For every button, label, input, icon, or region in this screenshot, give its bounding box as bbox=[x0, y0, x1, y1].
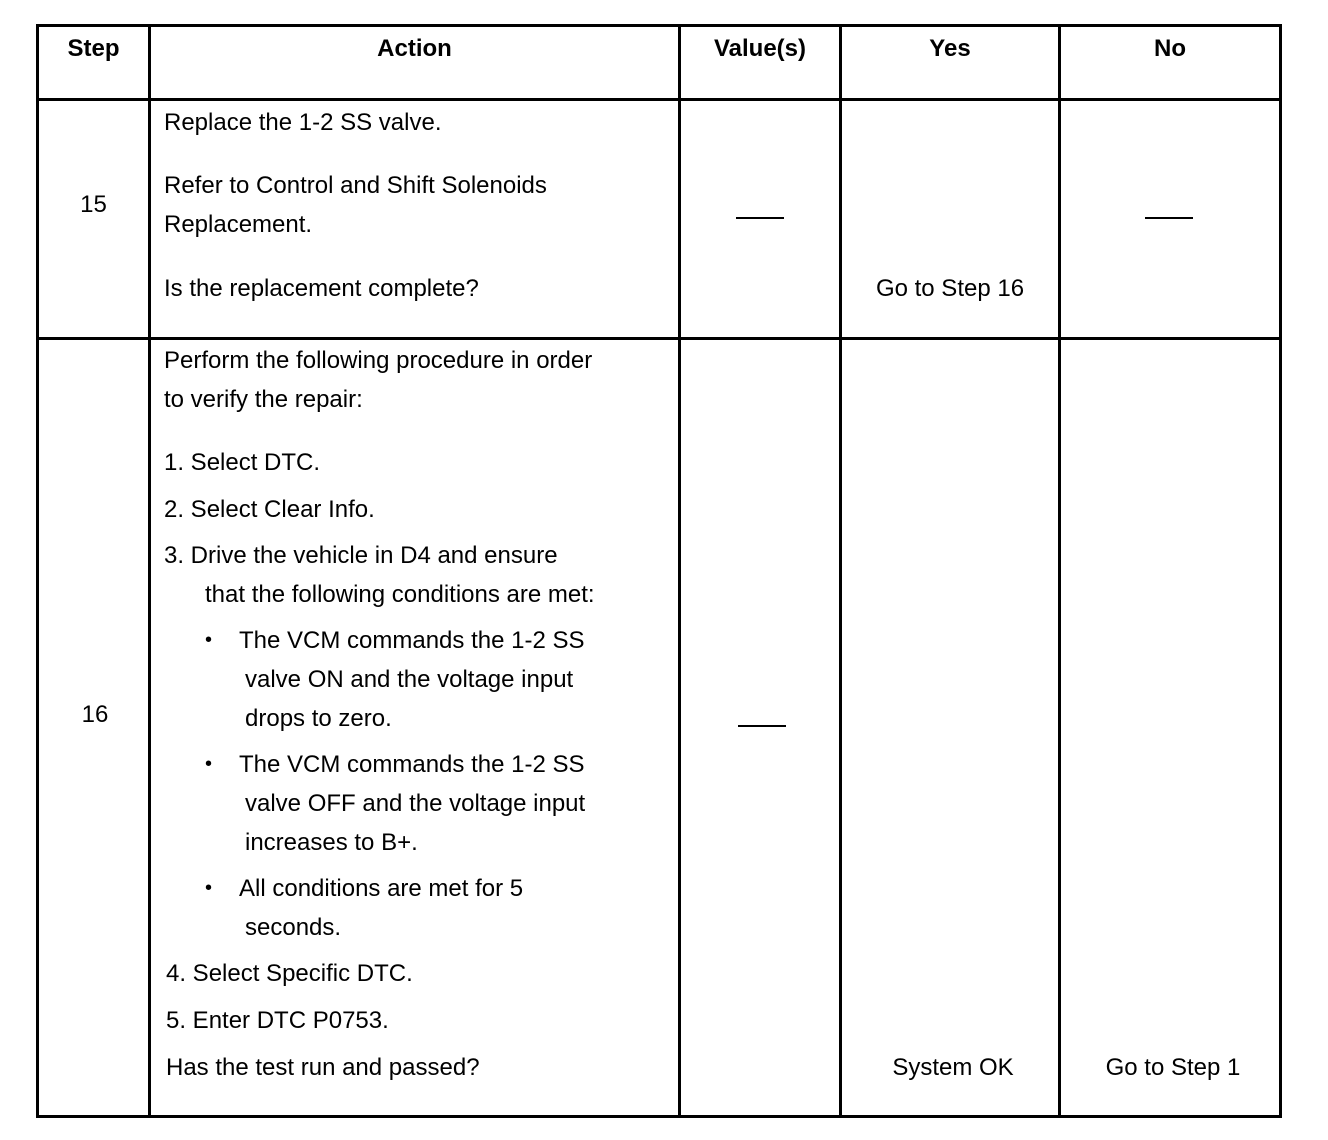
row16-condition: The VCM commands the 1-2 SS bbox=[239, 627, 585, 654]
row16-step-item: 3. Drive the vehicle in D4 and ensure bbox=[164, 542, 558, 569]
column-divider bbox=[839, 27, 842, 1115]
bullet-icon: • bbox=[205, 629, 213, 651]
row15-step: 15 bbox=[80, 191, 107, 218]
header-values: Value(s) bbox=[713, 35, 807, 62]
row16-condition: The VCM commands the 1-2 SS bbox=[239, 751, 585, 778]
row-divider bbox=[39, 98, 1279, 101]
row16-action-line: Perform the following procedure in order bbox=[164, 347, 593, 374]
row16-yes: System OK bbox=[892, 1054, 1014, 1081]
row16-question: Has the test run and passed? bbox=[166, 1054, 480, 1081]
row16-step-item: that the following conditions are met: bbox=[205, 581, 595, 608]
row15-yes: Go to Step 16 bbox=[875, 275, 1025, 302]
row15-action-line: Refer to Control and Shift Solenoids bbox=[164, 172, 547, 199]
diagnostic-table bbox=[36, 24, 1282, 1118]
row15-action-line: Replacement. bbox=[164, 211, 313, 238]
column-divider bbox=[678, 27, 681, 1115]
row15-action-line: Replace the 1-2 SS valve. bbox=[164, 109, 442, 136]
row16-condition: increases to B+. bbox=[245, 829, 418, 856]
row16-condition: All conditions are met for 5 bbox=[239, 875, 524, 902]
row16-step-item: 2. Select Clear Info. bbox=[164, 496, 375, 523]
bullet-icon: • bbox=[205, 877, 213, 899]
header-step: Step bbox=[67, 35, 120, 62]
row16-step-item: 5. Enter DTC P0753. bbox=[166, 1007, 389, 1034]
row-divider bbox=[39, 337, 1279, 340]
row16-condition: drops to zero. bbox=[245, 705, 392, 732]
row16-step: 16 bbox=[81, 701, 109, 728]
row15-no-dash bbox=[1145, 217, 1193, 219]
row16-no: Go to Step 1 bbox=[1105, 1054, 1241, 1081]
header-yes: Yes bbox=[929, 35, 971, 62]
row15-values-dash bbox=[736, 217, 784, 219]
row15-question: Is the replacement complete? bbox=[164, 275, 479, 302]
row16-step-item: 1. Select DTC. bbox=[164, 449, 321, 476]
column-divider bbox=[1058, 27, 1061, 1115]
column-divider bbox=[148, 27, 151, 1115]
header-no: No bbox=[1154, 35, 1186, 62]
row16-step-item: 4. Select Specific DTC. bbox=[166, 960, 413, 987]
row16-values-dash bbox=[738, 725, 786, 727]
header-action: Action bbox=[377, 35, 452, 62]
row16-condition: valve OFF and the voltage input bbox=[245, 790, 586, 817]
row16-condition: valve ON and the voltage input bbox=[245, 666, 574, 693]
row16-condition: seconds. bbox=[245, 914, 342, 941]
bullet-icon: • bbox=[205, 753, 213, 775]
row16-action-line: to verify the repair: bbox=[164, 386, 363, 413]
